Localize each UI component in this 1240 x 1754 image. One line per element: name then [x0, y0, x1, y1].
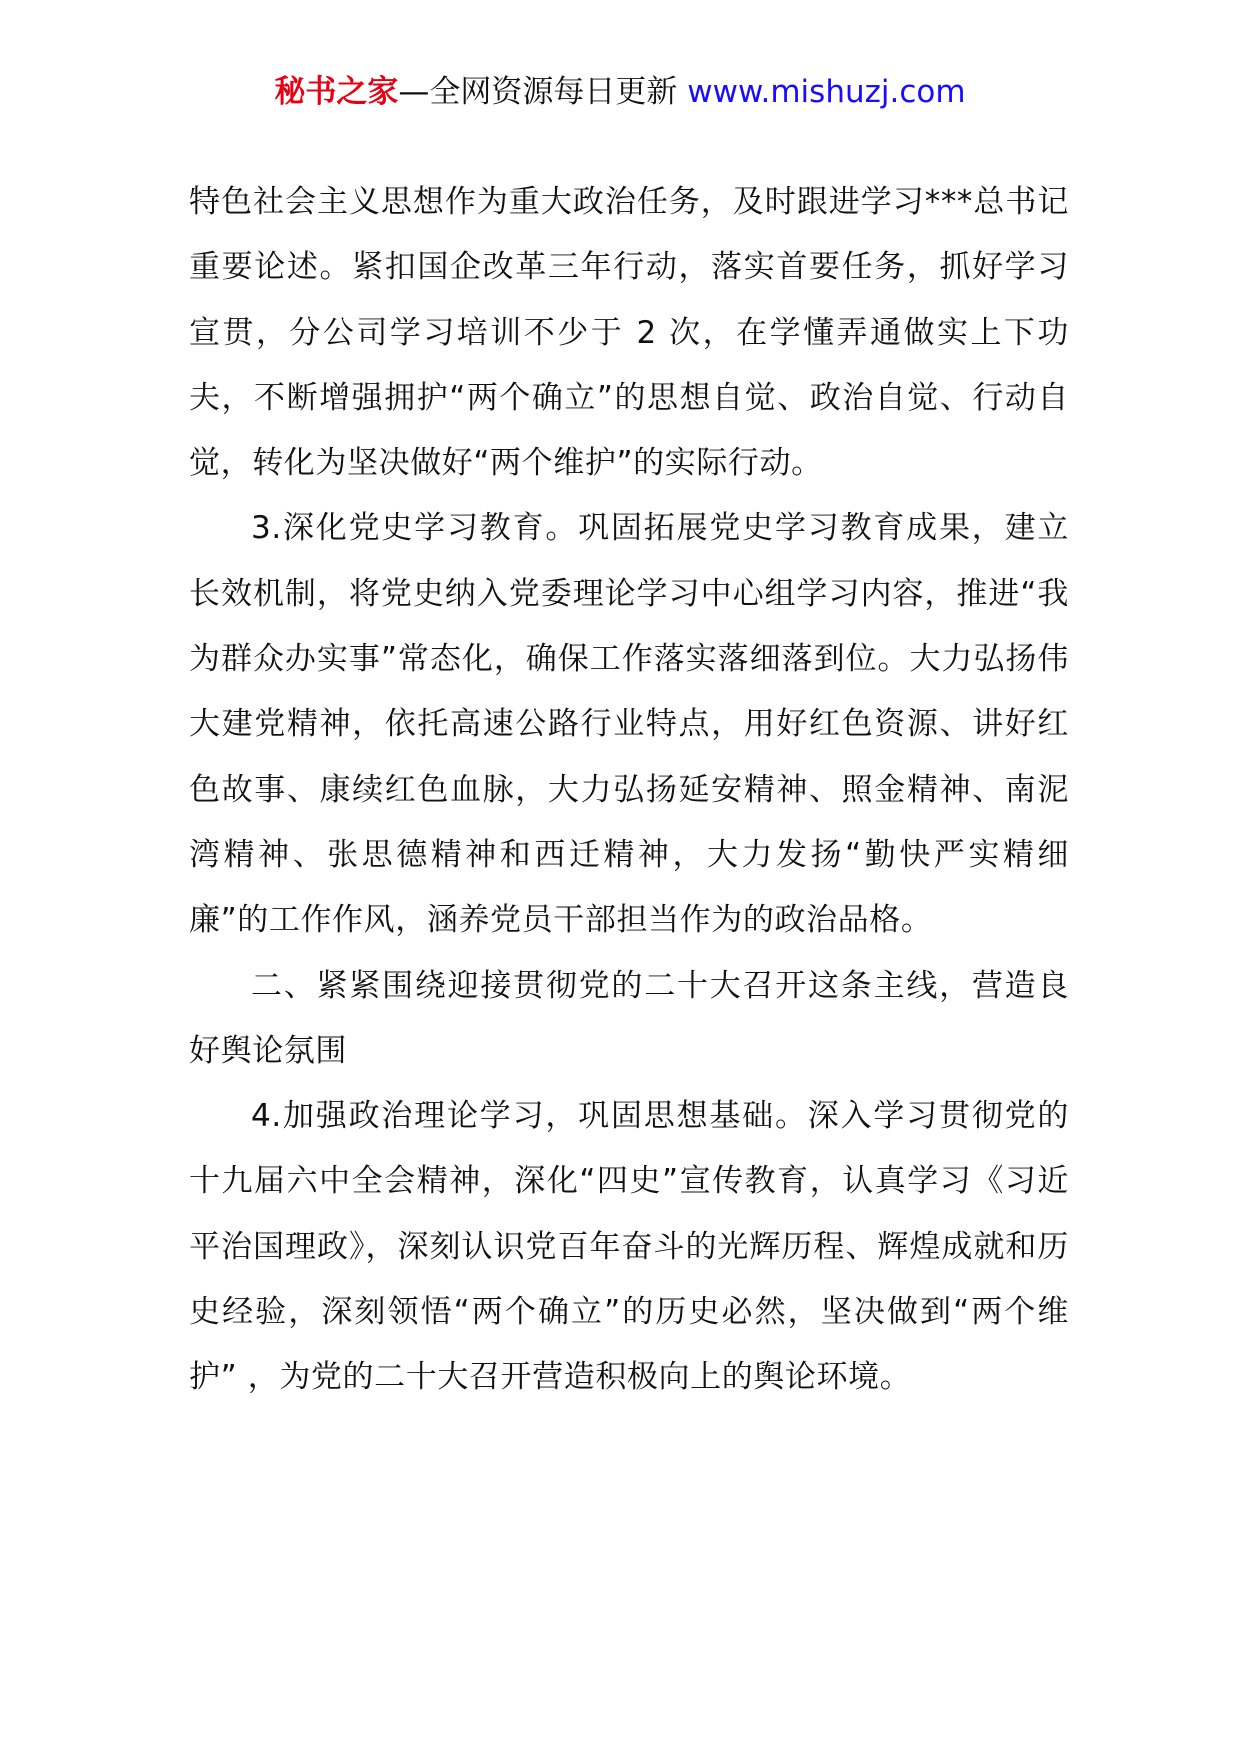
paragraph-party-history: 3.深化党史学习教育。巩固拓展党史学习教育成果，建立长效机制，将党史纳入党委理论学习中心组学习内容，推进“我为群众办实事”常态化，确保工作落实落细落到位。大力弘扬伟大建党精神，依托高速公路行业特点，用好红色资源、讲好红色故事、康续红色血脉，大力弘扬延安精神、照金精神、南泥湾精神、张思德精神和西迁精神，大力发扬“勤快严实精细廉”的工作作风，涵养党员干部担当作为的政治品格。 — [189, 510, 1069, 939]
header-tagline: —全网资源每日更新 — [398, 74, 678, 110]
paragraph-continuation: 特色社会主义思想作为重大政治任务，及时跟进学习***总书记重要论述。紧扣国企改革三年行动，落实首要任务，抓好学习宣贯，分公司学习培训不少于 2 次，在学懂弄通做实上下功夫，不断增强拥护“两个确立”的思想自觉、政治自觉、行动自觉，转化为坚决做好“两个维护”的实际行动。 — [189, 184, 1069, 482]
document-body — [189, 170, 1069, 1411]
header-url-link[interactable]: www.mishuzj.com — [687, 74, 966, 110]
paragraph-theory-study: 4.加强政治理论学习，巩固思想基础。深入学习贯彻党的十九届六中全会精神，深化“四史”宣传教育，认真学习《习近平治国理政》，深刻认识党百年奋斗的光辉历程、辉煌成就和历史经验，深刻领悟“两个确立”的历史必然，坚决做到“两个维护” ，为党的二十大召开营造积极向上的舆论环境。 — [189, 1098, 1069, 1396]
page-header — [0, 72, 1240, 112]
section-heading-two: 二、紧紧围绕迎接贯彻党的二十大召开这条主线，营造良好舆论氛围 — [189, 967, 1069, 1069]
brand-name: 秘书之家 — [274, 74, 399, 110]
